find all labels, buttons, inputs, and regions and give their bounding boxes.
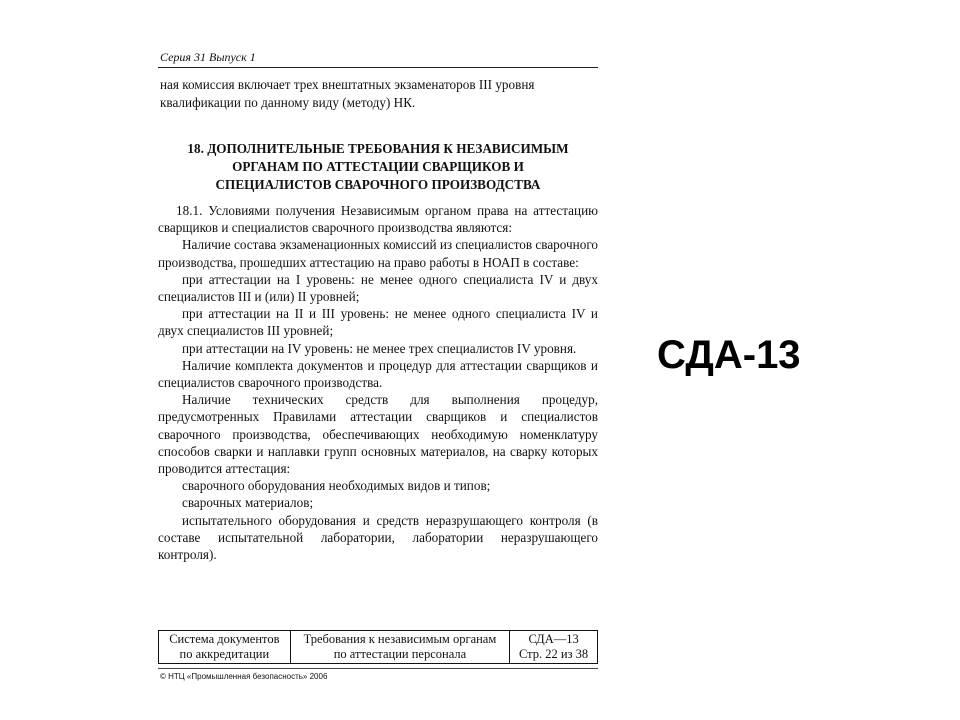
intro-line-2: квалификации по данному виду (методу) НК. — [160, 95, 416, 110]
footer-title-line-2: по аттестации персонала — [333, 647, 467, 661]
footer-title-line-1: Требования к независимым органам — [303, 632, 497, 646]
heading-line-3: СПЕЦИАЛИСТОВ СВАРОЧНОГО ПРОИЗВОДСТВА — [215, 177, 541, 192]
footer-table — [158, 630, 598, 664]
heading-line-2: ОРГАНАМ ПО АТТЕСТАЦИИ СВАРЩИКОВ И — [232, 159, 524, 174]
footer-system-line-2: по аккредитации — [179, 647, 270, 661]
paragraph-commissions: Наличие состава экзаменационных комиссий из специалистов сварочного производства, прошедших аттестацию на право работы в НОАП в составе: — [158, 237, 598, 270]
footer-code: СДА—13 — [528, 632, 579, 646]
footer-code-cell — [510, 631, 598, 664]
heading-line-1: 18. ДОПОЛНИТЕЛЬНЫЕ ТРЕБОВАНИЯ К НЕЗАВИСИМЫМ — [187, 141, 569, 156]
footer-system-line-1: Система документов — [169, 632, 280, 646]
paragraph-materials: сварочных материалов; — [182, 495, 314, 511]
footer-page-number: Стр. 22 из 38 — [519, 647, 589, 661]
slide-code-label: СДА-13 — [657, 333, 801, 377]
intro-text — [160, 76, 598, 112]
section-body — [158, 202, 598, 563]
footer-rule — [158, 668, 598, 669]
paragraph-equipment: сварочного оборудования необходимых видов и типов; — [182, 478, 491, 494]
intro-line-1: ная комиссия включает трех внештатных экзаменаторов III уровня — [160, 77, 535, 92]
paragraph-18-1: 18.1. Условиями получения Независимым органом права на аттестацию сварщиков и специалистов сварочного производства являются: — [158, 203, 598, 236]
paragraph-documents: Наличие комплекта документов и процедур для аттестации сварщиков и специалистов сварочного производства. — [158, 357, 598, 391]
footer-system-cell — [159, 631, 291, 664]
paragraph-technical-means: Наличие технических средств для выполнения процедур, предусмотренных Правилами аттестации сварщиков и специалистов сварочного производства, обеспечивающих необходимую номенклатуру способов сварки и наплавки групп основных материалов, на сварку которых проводится аттестация: — [158, 392, 598, 477]
document-page — [158, 40, 600, 700]
series-header: Серия 31 Выпуск 1 — [160, 50, 256, 64]
copyright-text: © НТЦ «Промышленная безопасность» 2006 — [160, 672, 328, 681]
paragraph-testing: испытательного оборудования и средств неразрушающего контроля (в составе испытательной лаборатории, лаборатории неразрушающего контроля). — [158, 512, 598, 563]
paragraph-level-1: при аттестации на I уровень: не менее одного специалиста IV и двух специалистов III и (или) II уровней; — [158, 271, 598, 305]
paragraph-level-4: при аттестации на IV уровень: не менее трех специалистов IV уровня. — [182, 340, 577, 356]
footer-title-cell — [290, 631, 510, 664]
section-heading — [158, 140, 598, 194]
header-rule — [158, 67, 598, 68]
paragraph-level-2-3: при аттестации на II и III уровень: не менее одного специалиста IV и двух специалистов III уровней; — [158, 306, 598, 339]
